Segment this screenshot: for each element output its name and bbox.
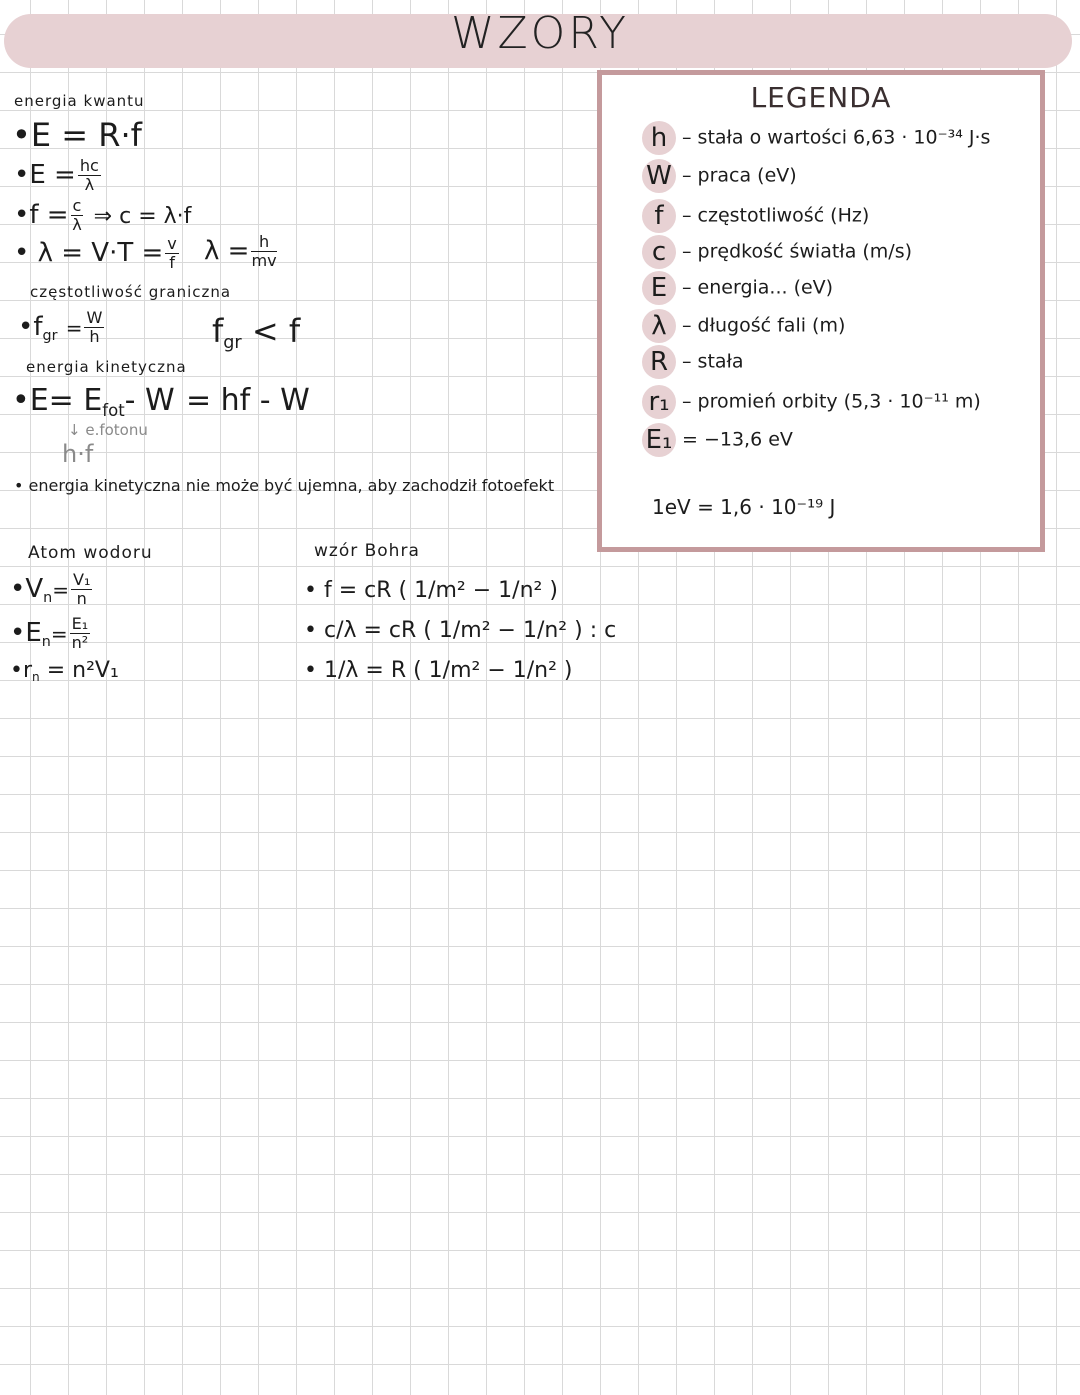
legend-title: LEGENDA <box>750 81 892 114</box>
heading-wzor-bohra: wzór Bohra <box>314 541 420 561</box>
legend-text: – prędkość światła (m/s) <box>682 240 913 263</box>
formula-bohr-2: • c/λ = cR ( 1/m² − 1/n² ) : c <box>304 618 617 643</box>
heading-atom-wodoru: Atom wodoru <box>28 543 153 563</box>
legend-text: – długość fali (m) <box>682 314 846 337</box>
legend-ev-conversion: 1eV = 1,6 · 10⁻¹⁹ J <box>652 495 836 519</box>
note-hf: h·f <box>62 440 94 468</box>
legend-item-c <box>642 235 912 269</box>
formula-fgr-less-f: $f_{gr} < f$ <box>212 312 301 354</box>
legend-symbol: E <box>642 271 676 305</box>
legend-item-f <box>642 199 869 233</box>
legend-item-e <box>642 271 833 305</box>
legend-item-r <box>642 345 744 379</box>
legend-symbol: R <box>642 345 676 379</box>
formula-f-c-lambda: •f = $\frac{c}{\lambda}$ ⇒ c = λ·f <box>14 196 192 235</box>
legend-symbol: λ <box>642 309 676 343</box>
legend-symbol: f <box>642 199 676 233</box>
legend-symbol: c <box>642 235 676 269</box>
formula-fgr: $•f_{gr}$ = $\frac{W}{h}$ <box>18 308 103 347</box>
formula-vn: $•V_n=$ $\frac{\text{V₁}}{n}$ <box>10 570 91 609</box>
legend-text: – stała <box>682 350 744 373</box>
note-e-fotonu: ↓ e.fotonu <box>68 421 148 439</box>
formula-lambda-h-mv: λ = $\frac{h}{mv}$ <box>204 232 277 271</box>
heading-energia-kwantu: energia kwantu <box>14 92 145 110</box>
legend-item-e1 <box>642 423 793 457</box>
legend-item-r1 <box>642 385 981 419</box>
legend-box <box>597 70 1045 552</box>
formula-lambda-vt: • λ = V·T = $\frac{v}{f}$ <box>14 234 177 273</box>
legend-text: – promień orbity (5,3 · 10⁻¹¹ m) <box>682 390 981 413</box>
formula-e-rf: •E = R·f <box>12 116 142 154</box>
formula-hf-minus-w: = hf - W <box>186 383 310 418</box>
legend-item-w <box>642 159 797 193</box>
legend-text: – energia... (eV) <box>682 276 834 299</box>
formula-bohr-1: • f = cR ( 1/m² − 1/n² ) <box>304 578 558 603</box>
heading-energia-kinetyczna: energia kinetyczna <box>26 358 187 376</box>
formula-bohr-3: • 1/λ = R ( 1/m² − 1/n² ) <box>304 658 573 683</box>
statement-fotoefekt: • energia kinetyczna nie może być ujemna, aby zachodził fotoefekt <box>14 476 555 495</box>
formula-rn: $•r_n = n^2V_1$ <box>10 658 119 685</box>
legend-symbol: W <box>642 159 676 193</box>
legend-text: – praca (eV) <box>682 164 797 187</box>
page-title: WZORY <box>451 8 629 59</box>
formula-en: $•E_n=$ $\frac{\text{E₁}}{\text{n²}}$ <box>10 614 89 653</box>
heading-czestotliwosc-graniczna: częstotliwość graniczna <box>30 283 232 301</box>
legend-item-lambda <box>642 309 845 343</box>
legend-text: = −13,6 eV <box>682 428 793 451</box>
legend-symbol: h <box>642 121 676 155</box>
legend-symbol: r₁ <box>642 385 676 419</box>
legend-text: – stała o wartości 6,63 · 10⁻³⁴ J·s <box>682 126 991 149</box>
legend-item-h <box>642 121 990 155</box>
legend-text: – częstotliwość (Hz) <box>682 204 870 227</box>
formula-ek: •E= $E_{fot}-$ W <box>12 383 175 420</box>
formula-e-hc-lambda: •E = $\frac{hc}{\lambda}$ <box>14 156 99 195</box>
legend-symbol: E₁ <box>642 423 676 457</box>
